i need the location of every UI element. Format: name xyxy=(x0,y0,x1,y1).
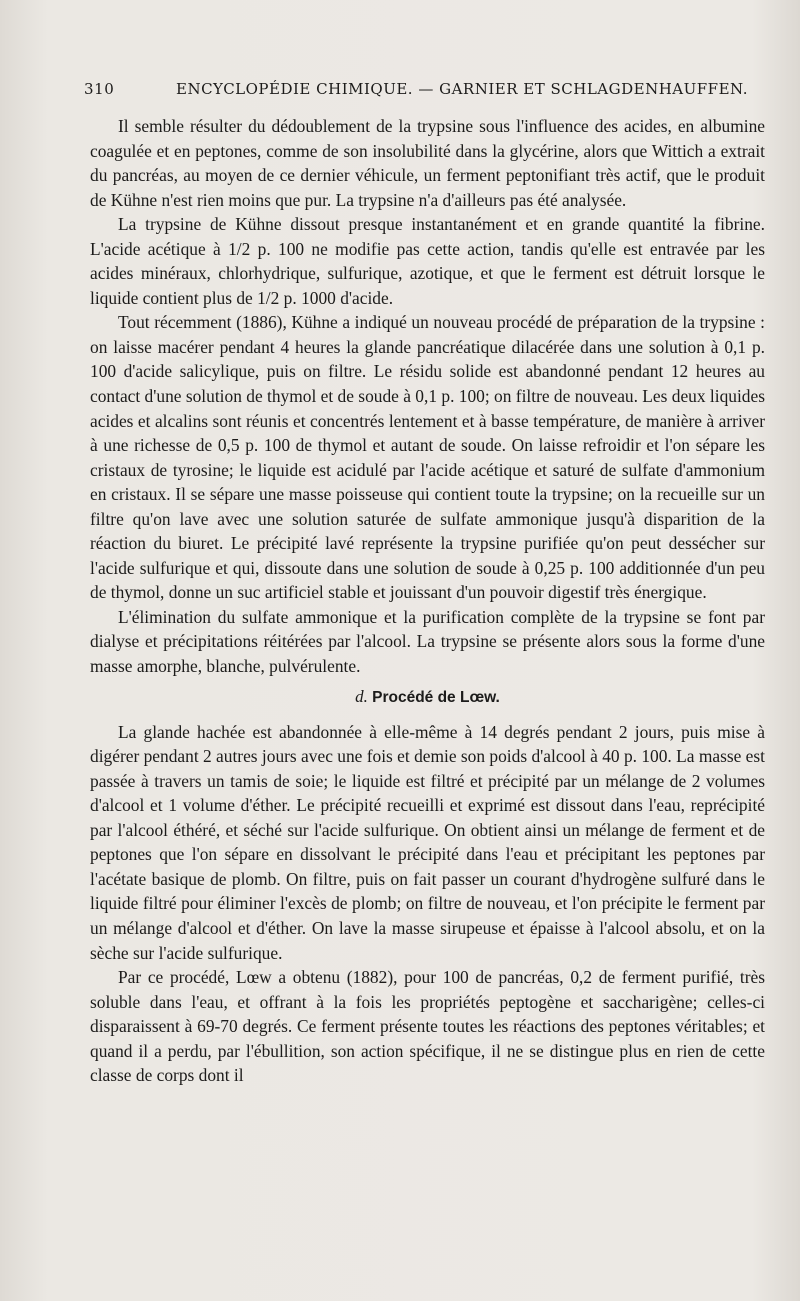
paragraph: La trypsine de Kühne dissout presque instantanément et en grande quantité la fibrine. L'acide acétique à 1/2 p. 100 ne modifie pas cette action, tandis qu'elle est entravée par les acides minéraux, chlorhydrique, sulfurique, azotique, et que le ferment est détruit lorsque le liquide contient plus de 1/2 p. 1000 d'acide. xyxy=(90,214,765,308)
paragraph: Il semble résulter du dédoublement de la trypsine sous l'influence des acides, en albumine coagulée et en peptones, comme de son insolubilité dans la glycérine, alors que Wittich a extrait du pancréas, au moyen de ce dernier véhicule, un ferment peptonifiant très actif, que le produit de Kühne n'est rien moins que pur. La trypsine n'a d'ailleurs pas été analysée. xyxy=(90,116,765,210)
paragraph: Par ce procédé, Lœw a obtenu (1882), pour 100 de pancréas, 0,2 de ferment purifié, très soluble dans l'eau, et offrant à la fois les propriétés peptogène et saccharigène; celles-ci disparaissent à 69-70 degrés. Ce ferment présente toutes les réactions des peptones véritables; et quand il a perdu, par l'ébullition, son action spécifique, il ne se distingue plus en rien de cette classe de corps dont il xyxy=(90,967,765,1086)
paragraph: La glande hachée est abandonnée à elle-même à 14 degrés pendant 2 jours, puis mise à digérer pendant 2 autres jours avec une fois et demie son poids d'alcool à 40 p. 100. La masse est passée à travers un tamis de soie; le liquide est filtré et précipité par un mélange de 2 volumes d'alcool et 1 volume d'éther. Le précipité recueilli et exprimé est dissout dans l'eau, reprécipité par l'alcool éthéré, et séché sur l'acide sulfurique. On obtient ainsi un mélange de ferment et de peptones que l'on sépare en dissolvant le précipité dans l'eau et précipitant les peptones par l'acétate basique de plomb. On filtre, puis on fait passer un courant d'hydrogène sulfuré dans le liquide filtré pour éliminer l'excès de plomb; on filtre de nouveau, et l'on précipite le ferment par un mélange d'alcool et d'éther. On lave la masse sirupeuse et épaisse à l'alcool absolu, et on la sèche sur l'acide sulfurique. xyxy=(90,721,765,963)
paragraph: L'élimination du sulfate ammonique et la purification complète de la trypsine se font par dialyse et précipitations réitérées par l'alcool. La trypsine se présente alors sous la forme d'une masse amorphe, blanche, pulvérulente. xyxy=(90,606,765,677)
running-title: ENCYCLOPÉDIE CHIMIQUE. — GARNIER ET SCHLAGDENHAUFFEN. xyxy=(176,80,748,98)
paragraph: Tout récemment (1886), Kühne a indiqué un nouveau procédé de préparation de la trypsine : on laisse macérer pendant 4 heures la glande pancréatique dilacérée dans une solution à 0,1 p. 100 d'acide salicylique, puis on filtre. Le résidu solide est abandonné pendant 12 heures au contact d'une solution de thymol et de soude à 0,1 p. 100; on filtre de nouveau. Les deux liquides acides et alcalins sont réunis et concentrés lentement et à basse température, de manière à arriver à une richesse de 0,5 p. 100 de thymol et autant de soude. On laisse refroidir et l'on sépare les cristaux de tyrosine; le liquide est acidulé par l'acide acétique et saturé de sulfate d'ammonium en cristaux. Il se sépare une masse poisseuse qui contient toute la trypsine; on la recueille sur un filtre qu'on lave avec une solution saturée de sulfate ammonique jusqu'à disparition de la réaction du biuret. Le précipité lavé représente la trypsine purifiée qu'on peut dessécher sur l'acide sulfurique et qui, dissoute dans une solution de soude à 0,25 p. 100 additionnée d'un peu de thymol, donne un suc artificiel stable et jouissant d'un pouvoir digestif très énergique. xyxy=(90,312,765,603)
page-header xyxy=(84,80,774,104)
section-heading xyxy=(90,685,765,710)
section-letter: d. xyxy=(355,686,368,706)
page-number: 310 xyxy=(84,80,115,98)
body-text xyxy=(90,114,765,1088)
section-title: Procédé de Lœw. xyxy=(372,688,500,706)
